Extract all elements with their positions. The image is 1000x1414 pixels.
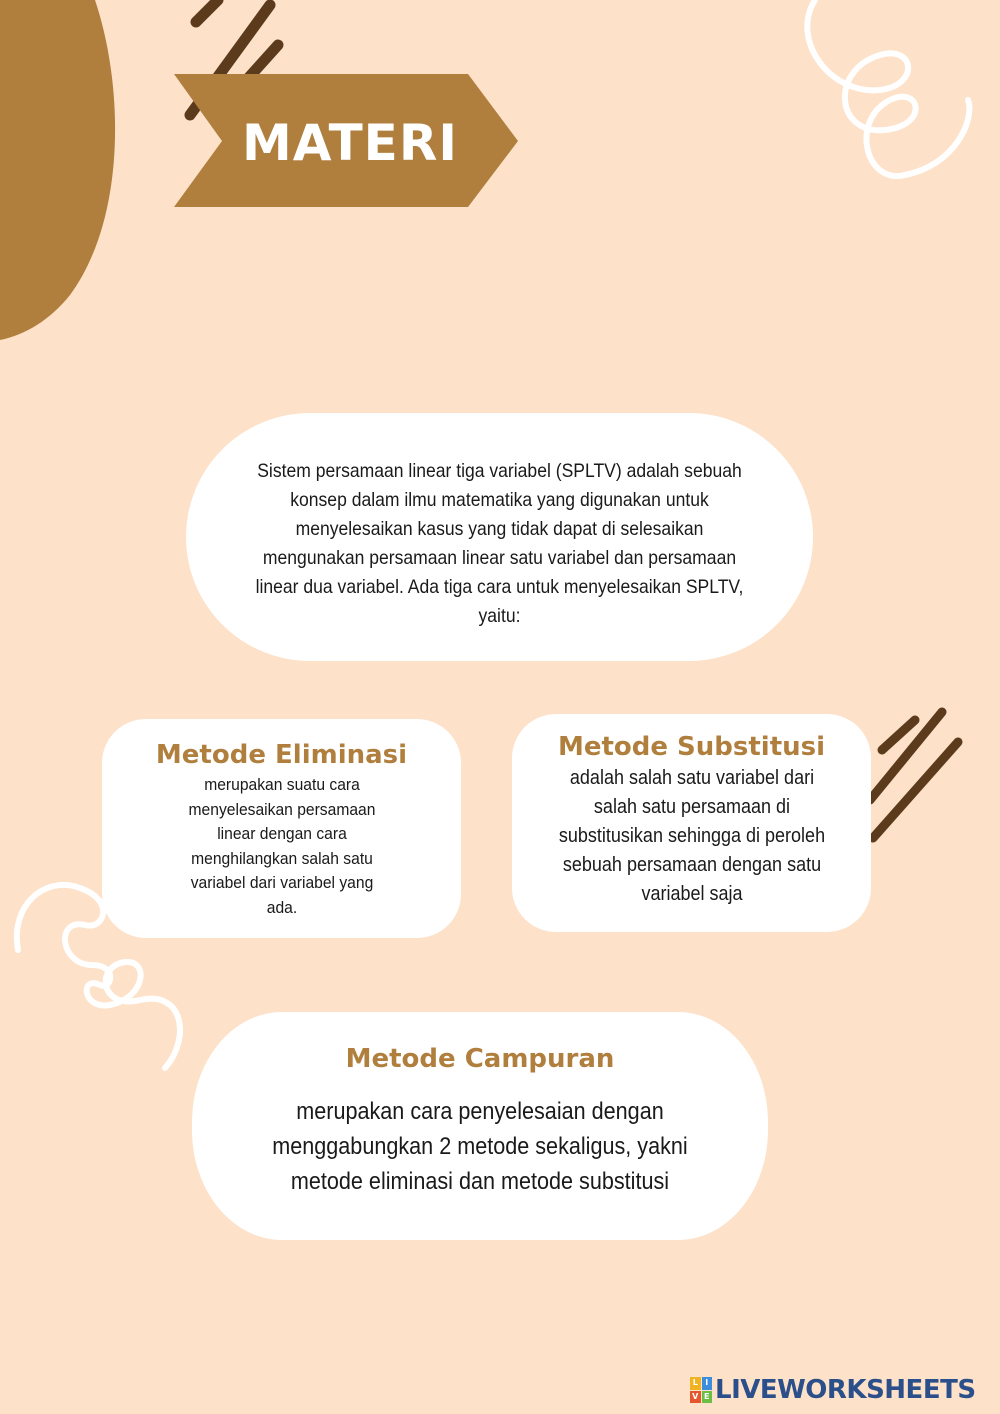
method-card-substitusi (512, 714, 871, 932)
intro-text: Sistem persamaan linear tiga variabel (SPLTV) adalah sebuah konsep dalam ilmu matematika yang digunakan untuk menyelesaikan kasus yang tidak dapat di selesaikan mengunakan persamaan linear satu variabel dan persamaan linear dua variabel. Ada tiga cara untuk menyelesaikan SPLTV, yaitu: (255, 460, 744, 627)
method-description: merupakan suatu cara menyelesaikan persamaan linear dengan cara menghilangkan salah satu variabel dari variabel yang ada. (188, 775, 375, 917)
method-description: adalah salah satu variabel dari salah satu persamaan di substitusikan sehingga di peroleh sebuah persamaan dengan satu variabel saja (558, 767, 825, 905)
watermark-text: LIVEWORKSHEETS (715, 1375, 976, 1405)
swirl-top-right (807, 0, 969, 176)
liveworksheets-watermark[interactable] (690, 1373, 976, 1407)
blob-shape (0, 0, 115, 340)
intro-card (186, 413, 813, 661)
page-title: MATERI (242, 114, 458, 172)
logo-letter: I (702, 1377, 713, 1390)
method-card-eliminasi (102, 719, 461, 938)
logo-letter: L (690, 1377, 701, 1390)
method-title: Metode Eliminasi (155, 740, 408, 770)
method-title: Metode Campuran (345, 1044, 615, 1074)
logo-letter: V (690, 1391, 701, 1404)
diagonal-strokes-right (870, 712, 958, 838)
method-card-campuran (192, 1012, 768, 1240)
method-description: merupakan cara penyelesaian dengan menggabungkan 2 metode sekaligus, yakni metode eliminasi dan metode substitusi (272, 1098, 688, 1195)
liveworksheets-logo-icon (690, 1377, 712, 1403)
logo-letter: E (702, 1391, 713, 1404)
method-title: Metode Substitusi (557, 732, 826, 762)
